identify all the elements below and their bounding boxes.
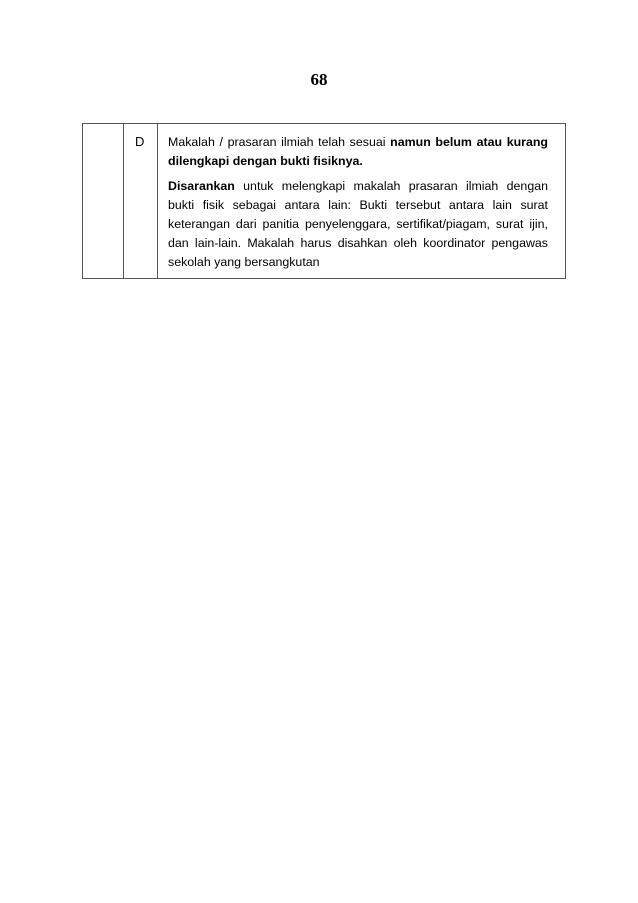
statement-emphasis: namun belum atau kurang dilengkapi dengan bukti fisiknya. [168,135,549,168]
criteria-table [82,123,566,279]
table-row [83,124,566,279]
empty-cell [83,124,124,279]
statement-paragraph [168,133,548,171]
advice-text: untuk melengkapi makalah prasaran ilmiah dengan bukti fisik sebagai antara lain: Bukti tersebut antara lain surat keterangan dari panitia penyelenggara, sertifikat/piagam, surat ijin, dan lain-lain. Makalah harus disahkan oleh koordinator pengawas sekolah yang bersangkutan [168,179,548,269]
grade-label: D [135,134,145,149]
description-cell [158,124,566,279]
advice-label: Disarankan [168,179,235,193]
statement-text: Makalah / prasaran ilmiah telah sesuai [168,135,391,149]
advice-paragraph [168,177,548,272]
page-number: 68 [310,70,328,89]
grade-cell [124,124,158,279]
